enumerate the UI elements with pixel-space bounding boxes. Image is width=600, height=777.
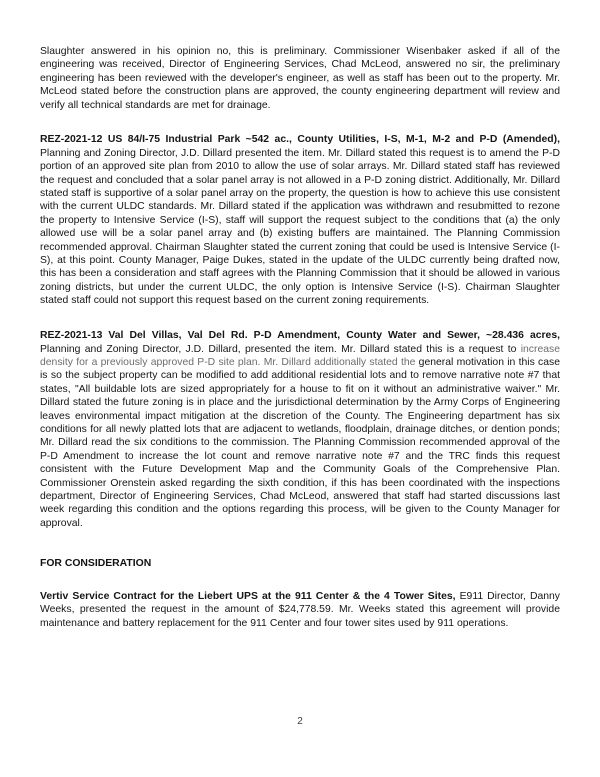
paragraph-3-muted-text: increase density for a previously approved P-D site plan. Mr. Dillard additionally stated the: [40, 343, 560, 368]
paragraph-4-text: E911 Director, Danny Weeks, presented the request in the amount of $24,778.59. Mr. Weeks stated this agreement will provide maintenance and battery replacement for the 911 Center and four tower sites used by 911 operations.: [40, 590, 560, 629]
paragraph-2-text: Planning and Zoning Director, J.D. Dillard presented the item. Mr. Dillard stated this request is to amend the P-D portion of an approved site plan from 2010 to allow the use of solar arrays. Mr. Dillard stated staff has reviewed the request and concluded that a solar panel array is not allowed in a P-D zoning district. Additionally, Mr. Dillard stated staff is supportive of a solar panel array on the property, the question is how to achieve this use consistent with the current ULDC standards. Mr. Dillard stated if the application was withdrawn and resubmitted to rezone the property to Intensive Service (I-S), staff will support the request subject to the conditions that (a) the only allowed use will be a solar panel array and (b) existing buffers are maintained. The Planning Commission recommended approval. Chairman Slaughter stated the current zoning that could be used is Intensive Service (I-S), at this point. County Manager, Paige Dukes, stated in the update of the ULDC currently being drafted now, this has been a consideration and staff agrees with the Planning Commission that it should be allowed in various zoning districts, but under the current ULDC, the only option is Intensive Service (I-S). Chairman Slaughter stated staff could not support this request based on the current zoning requirements.: [40, 147, 560, 307]
paragraph-vertiv-service-contract: [40, 590, 560, 630]
page-number: 2: [297, 716, 303, 727]
paragraph-2-heading: REZ-2021-12 US 84/I-75 Industrial Park ~542 ac., County Utilities, I-S, M-1, M-2 and P-D (Amended),: [40, 134, 560, 146]
paragraph-spacer-3: [40, 544, 560, 557]
paragraph-spacer-1: [40, 125, 560, 133]
paragraph-spacer-2: [40, 321, 560, 329]
paragraph-1-text: Slaughter answered in his opinion no, this is preliminary. Commissioner Wisenbaker asked if all of the engineering was received, Director of Engineering Services, Chad McLeod, answered no sir, the preliminary engineering has been reviewed with the developer's engineer, as well as staff has been out to the property. Mr. McLeod stated before the construction plans are approved, the county engineering department will review and verify all technical standards are met for drainage.: [40, 46, 560, 111]
paragraph-3-text-before: Planning and Zoning Director, J.D. Dillard, presented the item. Mr. Dillard stated this is a request to: [40, 343, 521, 355]
section-heading-for-consideration: FOR CONSIDERATION: [40, 557, 152, 569]
paragraph-4-heading: Vertiv Service Contract for the Liebert UPS at the 911 Center & the 4 Tower Sites,: [40, 590, 456, 602]
paragraph-slaughter-preliminary: [40, 45, 560, 112]
paragraph-3-heading: REZ-2021-13 Val Del Villas, Val Del Rd. P-D Amendment, County Water and Sewer, ~28.436 acres,: [40, 330, 560, 342]
section-heading-spacer: [40, 570, 560, 590]
paragraph-rez-2021-12: [40, 133, 560, 307]
paragraph-3-text-after: general motivation in this case is so the subject property can be modified to add additional residential lots and to remove narrative note #7 that states, "All buildable lots are sized appropriately for a house to fit on it without an administrative waiver." Mr. Dillard stated the future zoning is in place and the jurisdictional determination by the Army Corps of Engineering leaves environmental impact mitigation at the discretion of the County. The Engineering department has six conditions for all newly platted lots that are adjacent to wetlands, floodplain, drainage ditches, or dention ponds; Mr. Dillard read the six conditions to the commission. The Planning Commission recommended approval of the P-D Amendment to increase the lot count and remove narrative note #7 and the TRC finds this request consistent with the Future Development Map and the Community Goals of the Comprehensive Plan. Commissioner Orenstein asked regarding the sixth condition, if this has been coordinated with the inspections department, Director of Engineering Services, Chad McLeod, answered that staff had started discussions last week regarding this condition and the options regarding this process, will be given to the County Manager for approval.: [40, 356, 560, 529]
paragraph-rez-2021-13: [40, 329, 560, 530]
document-body: [40, 45, 560, 630]
